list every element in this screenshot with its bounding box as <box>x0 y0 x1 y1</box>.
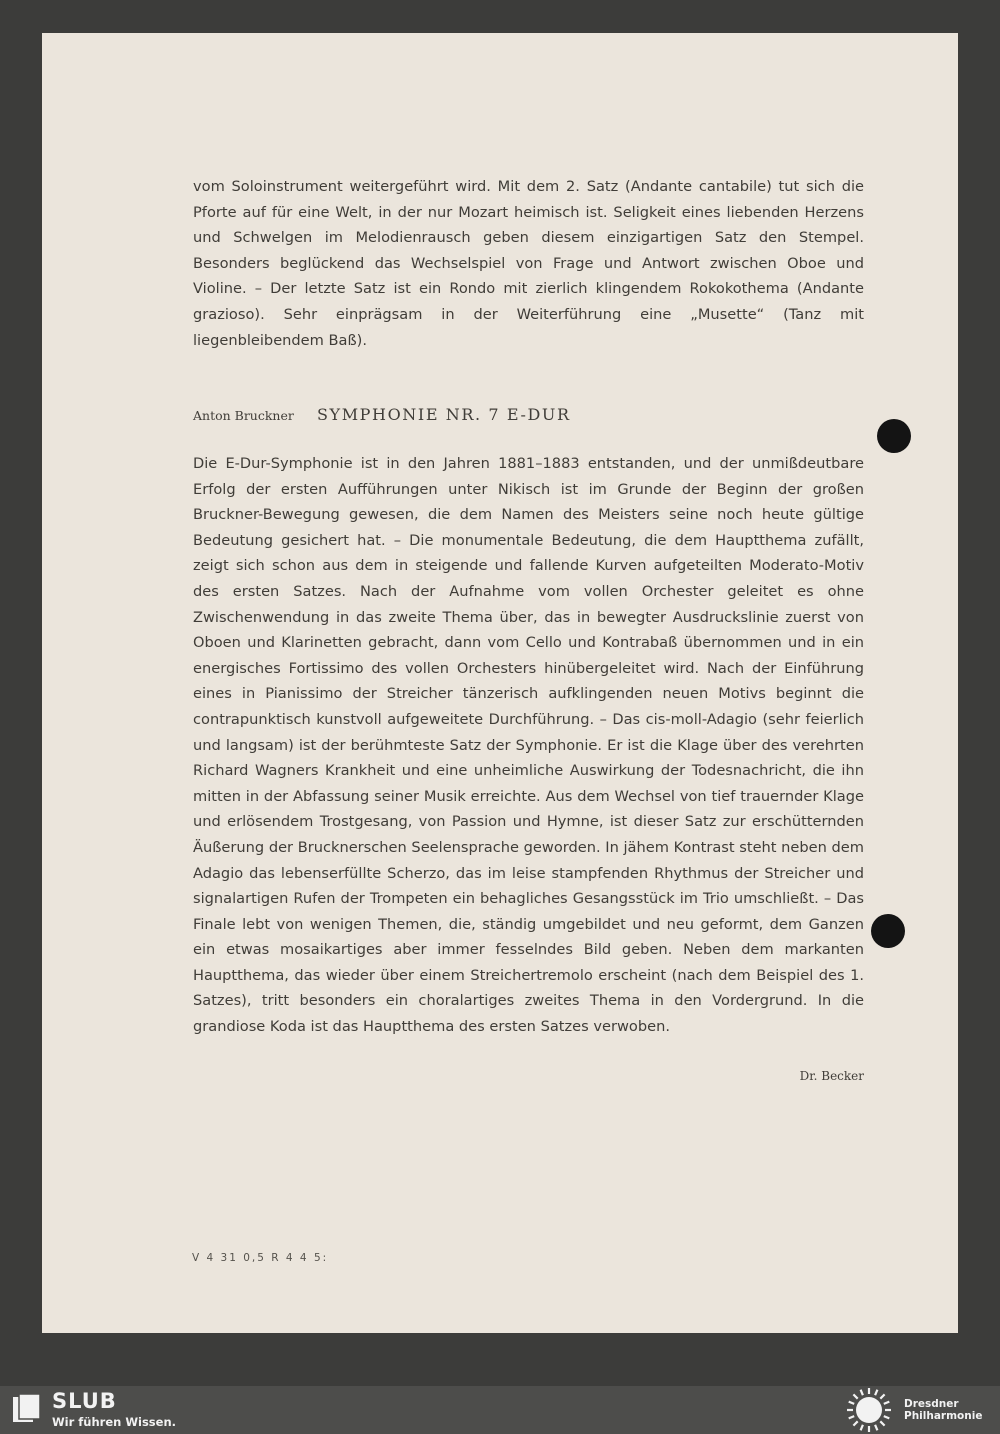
partner-name <box>904 1398 982 1422</box>
document-page <box>42 33 958 1333</box>
work-title: SYMPHONIE NR. 7 E-DUR <box>316 405 571 424</box>
sunburst-icon <box>842 1387 896 1433</box>
composer-name: Anton Bruckner <box>193 408 294 423</box>
print-code: V 4 31 0,5 R 4 4 5: <box>192 1252 329 1264</box>
continuation-paragraph: vom Soloinstrument weitergeführt wird. Mit dem 2. Satz (Andante cantabile) tut sich die Pforte auf für eine Welt, in der nur Mozart heimisch ist. Seligkeit eines liebenden Herzens und Schwelgen im Melodienrausch geben diesem einzigartigen Satz den Stempel. Besonders beglückend das Wechselspiel von Frage und Antwort zwischen Oboe und Violine. – Der letzte Satz ist ein Rondo mit zierlich klingendem Rokokothema (Andante grazioso). Sehr einprägsam in der Weiterführung eine „Musette“ (Tanz mit liegenbleibendem Baß). <box>193 178 864 349</box>
footer-bar <box>0 1386 1000 1434</box>
library-tagline: Wir führen Wissen. <box>52 1415 177 1429</box>
partner-name-line1: Dresdner <box>904 1398 959 1410</box>
section-heading <box>193 405 571 424</box>
symphony-description: Die E-Dur-Symphonie ist in den Jahren 1881–1883 entstanden, und der unmißdeutbare Erfolg der ersten Aufführungen unter Nikisch ist im Grunde der Beginn der großen Bruckner-Bewegung gewesen, die dem Namen des Meisters seine noch heute gültige Bedeutung gesichert hat. – Die monumentale Bedeutung, die dem Hauptthema zufällt, zeigt sich schon aus dem in steigende und fallende Kurven aufgeteilten Moderato-Motiv des ersten Satzes. Nach der Aufnahme vom vollen Orchester geleitet es ohne Zwischenwendung in das zweite Thema über, das in bewegter Ausdruckslinie zuerst von Oboen und Klarinetten gebracht, dann vom Cello und Kontrabaß übernommen und in ein energisches Fortissimo des vollen Orchesters hinübergeleitet wird. Nach der Einführung eines in Pianissimo der Streicher tänzerisch aufklingenden neuen Motivs beginnt die contrapunktisch kunstvoll aufgeweitete Durchführung. – Das cis-moll-Adagio (sehr feierlich und langsam) ist der berühmteste Satz der Symphonie. Er ist die Klage über des verehrten Richard Wagners Krankheit und eine unheimliche Auswirkung der Todesnachricht, die ihn mitten in der Abfassung seiner Musik erreichte. Aus dem Wechsel von tief trauernder Klage und erlösendem Trostgesang, von Passion und Hymne, ist dieser Satz zur erschütternden Äußerung der Brucknerschen Seelensprache geworden. In jähem Kontrast steht neben dem Adagio das lebenserfüllte Scherzo, das im leise stampfenden Rhythmus der Streicher und signalartigen Rufen der Trompeten ein behagliches Gesangsstück im Trio umschließt. – Das Finale lebt von wenigen Themen, die, ständig umgebildet und neu geformt, dem Ganzen ein etwas mosaikartiges aber immer fesselndes Bild geben. Neben dem markanten Hauptthema, das wieder über einem Streichertremolo erscheint (nach dem Beispiel des 1. Satzes), tritt besonders ein choralartiges zweites Thema in den Vordergrund. In die grandiose Koda ist das Hauptthema des ersten Satzes verwoben. <box>193 455 864 1036</box>
author-signature: Dr. Becker <box>799 1069 864 1083</box>
book-page-icon <box>12 1394 42 1424</box>
library-name: SLUB <box>52 1389 117 1413</box>
punch-hole <box>871 914 905 948</box>
punch-hole <box>877 419 911 453</box>
partner-name-line2: Philharmonie <box>904 1410 983 1422</box>
